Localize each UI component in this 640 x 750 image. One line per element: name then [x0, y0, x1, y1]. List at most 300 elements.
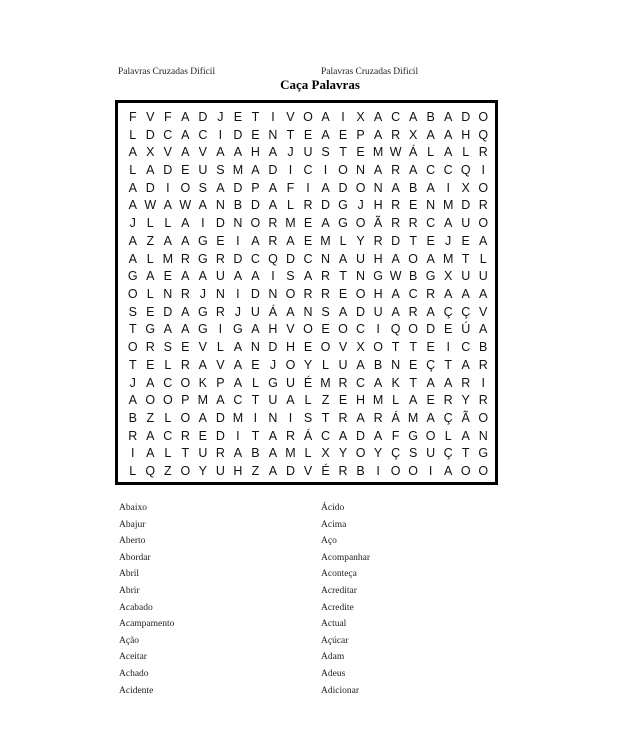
grid-letter: A: [391, 251, 400, 266]
word-list-item: Aberto: [119, 536, 146, 547]
grid-letter: V: [338, 340, 348, 355]
grid-letter: Y: [303, 357, 313, 372]
grid-letter: I: [306, 180, 310, 195]
grid-letter: A: [303, 269, 313, 284]
grid-letter: A: [233, 269, 243, 284]
grid-letter: V: [286, 109, 295, 124]
grid-letter: A: [198, 410, 208, 425]
grid-letter: R: [373, 233, 383, 248]
grid-letter: R: [303, 286, 313, 301]
grid-letter: O: [162, 393, 173, 408]
grid-letter: U: [373, 304, 383, 319]
grid-letter: E: [426, 233, 435, 248]
grid-letter: A: [479, 233, 488, 248]
grid-letter: R: [373, 410, 383, 425]
grid-letter: D: [233, 127, 243, 142]
grid-letter: D: [198, 109, 208, 124]
grid-letter: I: [446, 180, 450, 195]
grid-letter: W: [389, 269, 402, 284]
grid-letter: A: [198, 198, 208, 213]
grid-letter: E: [303, 127, 313, 142]
grid-letter: L: [146, 286, 154, 301]
grid-letter: X: [356, 340, 365, 355]
grid-letter: A: [268, 446, 278, 461]
grid-letter: C: [408, 286, 418, 301]
grid-letter: V: [198, 340, 208, 355]
grid-letter: O: [127, 340, 138, 355]
grid-letter: C: [303, 251, 313, 266]
grid-letter: L: [304, 446, 312, 461]
grid-letter: H: [373, 286, 383, 301]
grid-letter: R: [303, 198, 313, 213]
grid-letter: O: [478, 109, 489, 124]
grid-letter: T: [128, 357, 137, 372]
grid-letter: W: [389, 145, 402, 160]
grid-letter: O: [373, 340, 383, 355]
grid-letter: H: [268, 322, 278, 337]
grid-letter: L: [339, 233, 347, 248]
grid-letter: A: [408, 393, 418, 408]
grid-letter: N: [163, 286, 173, 301]
grid-letter: J: [234, 304, 242, 319]
grid-letter: V: [286, 322, 295, 337]
grid-letter: Y: [338, 446, 348, 461]
header-right: Palavras Cruzadas Dificil: [321, 67, 419, 77]
grid-letter: B: [426, 109, 435, 124]
grid-letter: N: [478, 428, 488, 443]
grid-letter: E: [321, 322, 330, 337]
grid-letter: E: [303, 233, 313, 248]
grid-letter: A: [181, 145, 190, 160]
grid-letter: R: [145, 340, 155, 355]
word-list-item: Acima: [321, 519, 347, 530]
grid-letter: N: [426, 198, 436, 213]
word-list-item: Aconteça: [321, 569, 357, 580]
grid-letter: R: [426, 286, 436, 301]
grid-letter: A: [444, 375, 453, 390]
grid-letter: U: [215, 269, 225, 284]
grid-letter: A: [461, 357, 470, 372]
grid-letter: I: [236, 233, 240, 248]
grid-letter: Ç: [461, 304, 471, 319]
grid-letter: Z: [146, 233, 155, 248]
grid-letter: K: [391, 375, 400, 390]
grid-letter: D: [285, 251, 295, 266]
grid-letter: D: [233, 251, 243, 266]
grid-letter: J: [129, 216, 136, 231]
grid-letter: L: [462, 145, 470, 160]
grid-letter: N: [215, 286, 225, 301]
word-search-grid-frame: [115, 100, 498, 485]
grid-letter: Z: [321, 393, 330, 408]
grid-letter: É: [303, 375, 313, 390]
grid-letter: R: [128, 428, 138, 443]
grid-letter: N: [303, 304, 313, 319]
grid-letter: S: [198, 180, 208, 195]
grid-letter: I: [131, 446, 135, 461]
grid-letter: E: [146, 304, 155, 319]
grid-letter: B: [408, 180, 418, 195]
grid-letter: D: [268, 340, 278, 355]
grid-letter: F: [128, 109, 137, 124]
grid-letter: D: [338, 180, 348, 195]
grid-letter: D: [268, 162, 278, 177]
grid-letter: I: [218, 322, 223, 337]
grid-letter: A: [128, 251, 137, 266]
grid-letter: C: [443, 162, 453, 177]
grid-letter: A: [216, 145, 225, 160]
grid-letter: A: [251, 233, 260, 248]
grid-letter: J: [217, 109, 224, 124]
grid-letter: C: [426, 216, 436, 231]
grid-letter: L: [479, 251, 487, 266]
grid-letter: T: [251, 109, 260, 124]
grid-letter: Q: [268, 251, 278, 266]
grid-letter: F: [163, 109, 172, 124]
grid-letter: A: [408, 109, 418, 124]
grid-letter: E: [303, 216, 313, 231]
grid-letter: I: [481, 375, 485, 390]
grid-letter: M: [372, 145, 384, 160]
grid-letter: A: [128, 198, 137, 213]
grid-letter: J: [269, 357, 277, 372]
grid-letter: M: [442, 251, 454, 266]
grid-letter: R: [215, 251, 225, 266]
grid-letter: A: [268, 428, 278, 443]
grid-letter: O: [338, 322, 348, 337]
grid-letter: A: [181, 109, 190, 124]
grid-letter: R: [391, 216, 401, 231]
grid-letter: U: [303, 145, 313, 160]
grid-letter: S: [128, 304, 137, 319]
grid-letter: C: [198, 127, 208, 142]
grid-letter: A: [233, 145, 243, 160]
grid-letter: Ç: [391, 446, 401, 461]
grid-letter: M: [285, 446, 296, 461]
grid-letter: A: [181, 216, 190, 231]
grid-letter: Q: [390, 322, 401, 337]
grid-letter: L: [129, 464, 137, 479]
grid-letter: A: [338, 251, 348, 266]
grid-letter: H: [356, 393, 366, 408]
grid-letter: D: [426, 322, 436, 337]
grid-letter: X: [461, 180, 470, 195]
grid-letter: U: [426, 446, 436, 461]
grid-letter: T: [391, 340, 400, 355]
word-list-item: Abrir: [119, 585, 140, 596]
grid-letter: P: [251, 180, 260, 195]
word-list-item: Ação: [119, 635, 140, 646]
word-list-item: Acidente: [119, 685, 154, 696]
word-list-item: Açúcar: [321, 635, 349, 646]
grid-letter: U: [461, 216, 471, 231]
grid-letter: D: [163, 162, 173, 177]
word-list-left: [119, 500, 174, 699]
grid-letter: A: [268, 198, 278, 213]
grid-letter: A: [198, 269, 208, 284]
word-list-item: Acredite: [321, 602, 354, 613]
grid-letter: O: [390, 464, 401, 479]
grid-letter: A: [181, 269, 190, 284]
grid-letter: O: [478, 180, 489, 195]
grid-letter: R: [408, 216, 418, 231]
grid-letter: R: [215, 446, 225, 461]
grid-letter: N: [215, 198, 225, 213]
grid-letter: Ç: [443, 410, 453, 425]
grid-letter: H: [250, 145, 260, 160]
grid-letter: O: [408, 322, 418, 337]
grid-letter: D: [356, 304, 366, 319]
grid-letter: U: [356, 251, 366, 266]
grid-letter: K: [198, 375, 208, 390]
grid-letter: R: [321, 286, 331, 301]
grid-letter: S: [321, 304, 330, 319]
grid-letter: S: [321, 145, 330, 160]
grid-letter: A: [146, 375, 155, 390]
grid-letter: W: [179, 198, 192, 213]
grid-letter: D: [321, 198, 331, 213]
grid-letter: V: [479, 304, 488, 319]
grid-letter: A: [461, 428, 470, 443]
grid-letter: R: [338, 410, 348, 425]
grid-letter: N: [356, 269, 366, 284]
grid-letter: L: [146, 216, 154, 231]
grid-letter: O: [355, 446, 366, 461]
grid-letter: E: [303, 340, 313, 355]
grid-letter: T: [461, 251, 470, 266]
grid-letter: Á: [268, 304, 278, 319]
grid-letter: M: [232, 162, 244, 177]
grid-letter: M: [372, 393, 384, 408]
grid-letter: Y: [356, 233, 365, 248]
grid-letter: J: [287, 145, 294, 160]
grid-letter: I: [376, 322, 380, 337]
grid-letter: D: [215, 428, 225, 443]
grid-letter: I: [236, 428, 240, 443]
grid-letter: L: [129, 162, 137, 177]
grid-letter: U: [461, 269, 471, 284]
grid-letter: A: [181, 304, 190, 319]
grid-letter: A: [373, 375, 383, 390]
grid-letter: A: [426, 410, 435, 425]
word-list-item: Abril: [119, 569, 140, 580]
grid-letter: I: [376, 464, 380, 479]
grid-letter: A: [373, 428, 383, 443]
grid-letter: T: [444, 357, 452, 372]
page-title: Caça Palavras: [280, 77, 360, 92]
grid-letter: D: [250, 198, 260, 213]
grid-letter: W: [144, 198, 157, 213]
grid-letter: I: [271, 109, 275, 124]
grid-letter: H: [233, 464, 243, 479]
grid-letter: L: [392, 393, 400, 408]
grid-letter: D: [215, 216, 225, 231]
grid-letter: C: [303, 162, 313, 177]
word-list-item: Achado: [119, 668, 149, 679]
grid-letter: A: [251, 269, 260, 284]
grid-letter: L: [444, 428, 452, 443]
grid-letter: Ç: [443, 304, 453, 319]
grid-letter: A: [426, 180, 435, 195]
grid-letter: C: [250, 251, 260, 266]
grid-letter: A: [286, 393, 295, 408]
grid-letter: V: [163, 145, 172, 160]
grid-letter: R: [338, 464, 348, 479]
grid-letter: S: [408, 446, 418, 461]
grid-letter: A: [268, 180, 278, 195]
grid-letter: Ç: [443, 446, 453, 461]
grid-letter: O: [303, 322, 313, 337]
grid-letter: L: [286, 198, 294, 213]
grid-letter: G: [338, 216, 348, 231]
grid-letter: A: [286, 233, 295, 248]
word-list-item: Adicionar: [321, 685, 359, 696]
grid-letter: I: [253, 410, 258, 425]
grid-letter: I: [446, 340, 450, 355]
grid-letter: I: [201, 216, 205, 231]
grid-letter: A: [426, 251, 435, 266]
grid-letter: D: [145, 127, 155, 142]
grid-letter: L: [304, 393, 312, 408]
word-list-item: Ácido: [321, 503, 345, 513]
grid-letter: U: [250, 304, 260, 319]
grid-letter: A: [321, 109, 330, 124]
grid-letter: N: [391, 357, 401, 372]
grid-letter: U: [478, 269, 488, 284]
grid-letter: O: [250, 216, 261, 231]
grid-letter: A: [444, 286, 453, 301]
grid-letter: M: [285, 216, 296, 231]
grid-letter: J: [357, 198, 364, 213]
grid-letter: C: [426, 162, 436, 177]
grid-letter: R: [285, 428, 295, 443]
grid-letter: E: [146, 357, 155, 372]
grid-letter: M: [320, 375, 331, 390]
word-list-item: Acreditar: [321, 585, 357, 596]
grid-letter: O: [425, 428, 436, 443]
grid-letter: C: [461, 340, 471, 355]
grid-letter: B: [356, 464, 365, 479]
grid-letter: U: [198, 162, 208, 177]
grid-letter: O: [303, 109, 313, 124]
grid-letter: A: [198, 357, 208, 372]
grid-letter: C: [233, 393, 243, 408]
grid-letter: T: [251, 428, 260, 443]
grid-letter: J: [445, 233, 452, 248]
grid-letter: O: [478, 464, 489, 479]
grid-letter: C: [163, 127, 173, 142]
grid-letter: N: [233, 216, 243, 231]
grid-letter: A: [216, 393, 225, 408]
grid-letter: X: [408, 127, 418, 142]
grid-letter: V: [198, 145, 208, 160]
grid-letter: L: [216, 340, 224, 355]
grid-letter: L: [164, 446, 172, 461]
grid-letter: E: [181, 162, 190, 177]
grid-letter: X: [356, 109, 365, 124]
grid-letter: R: [215, 304, 225, 319]
grid-letter: D: [461, 109, 471, 124]
grid-letter: R: [478, 393, 488, 408]
grid-letter: T: [181, 446, 190, 461]
grid-letter: E: [163, 269, 172, 284]
grid-letter: R: [461, 375, 471, 390]
grid-letter: S: [286, 269, 295, 284]
grid-letter: R: [180, 357, 190, 372]
grid-letter: L: [164, 357, 172, 372]
grid-letter: I: [481, 162, 485, 177]
grid-letter: O: [285, 357, 296, 372]
grid-letter: R: [321, 269, 331, 284]
grid-letter: L: [322, 357, 329, 372]
grid-letter: A: [426, 127, 435, 142]
word-search-grid: [124, 108, 492, 480]
grid-letter: O: [180, 464, 191, 479]
grid-letter: E: [251, 357, 260, 372]
grid-letter: O: [355, 286, 366, 301]
grid-letter: A: [128, 145, 137, 160]
grid-letter: L: [146, 251, 154, 266]
grid-letter: I: [271, 269, 275, 284]
grid-letter: A: [251, 162, 260, 177]
grid-letter: A: [233, 340, 243, 355]
grid-letter: O: [285, 286, 296, 301]
grid-letter: A: [233, 375, 243, 390]
word-list-item: Aço: [321, 536, 337, 547]
grid-letter: N: [268, 410, 278, 425]
grid-letter: A: [444, 127, 453, 142]
grid-letter: T: [339, 269, 347, 284]
grid-letter: A: [146, 269, 155, 284]
grid-letter: O: [180, 375, 191, 390]
word-list-item: Acabado: [119, 602, 153, 613]
grid-letter: X: [146, 145, 155, 160]
word-list-item: Abajur: [119, 519, 146, 530]
grid-letter: H: [461, 127, 471, 142]
grid-letter: B: [233, 198, 243, 213]
grid-letter: R: [408, 304, 418, 319]
grid-letter: D: [285, 464, 295, 479]
grid-letter: Ç: [426, 357, 436, 372]
grid-letter: I: [166, 180, 170, 195]
grid-letter: B: [408, 269, 418, 284]
grid-letter: A: [146, 446, 155, 461]
grid-letter: L: [164, 216, 172, 231]
grid-letter: A: [338, 304, 348, 319]
grid-letter: Q: [145, 464, 156, 479]
grid-letter: L: [129, 127, 137, 142]
grid-letter: G: [197, 233, 208, 248]
grid-letter: O: [338, 162, 348, 177]
grid-letter: N: [356, 162, 366, 177]
grid-letter: B: [479, 340, 488, 355]
grid-letter: R: [391, 198, 401, 213]
grid-letter: O: [355, 180, 366, 195]
grid-letter: O: [320, 340, 331, 355]
grid-letter: M: [407, 410, 419, 425]
grid-letter: E: [338, 286, 348, 301]
grid-letter: A: [356, 357, 365, 372]
word-list-item: Actual: [321, 619, 347, 630]
grid-letter: C: [356, 322, 366, 337]
grid-letter: L: [427, 145, 435, 160]
grid-letter: H: [285, 340, 295, 355]
grid-letter: D: [461, 198, 471, 213]
grid-letter: A: [181, 233, 190, 248]
grid-letter: Z: [146, 410, 155, 425]
grid-letter: A: [128, 393, 137, 408]
grid-letter: I: [288, 162, 293, 177]
